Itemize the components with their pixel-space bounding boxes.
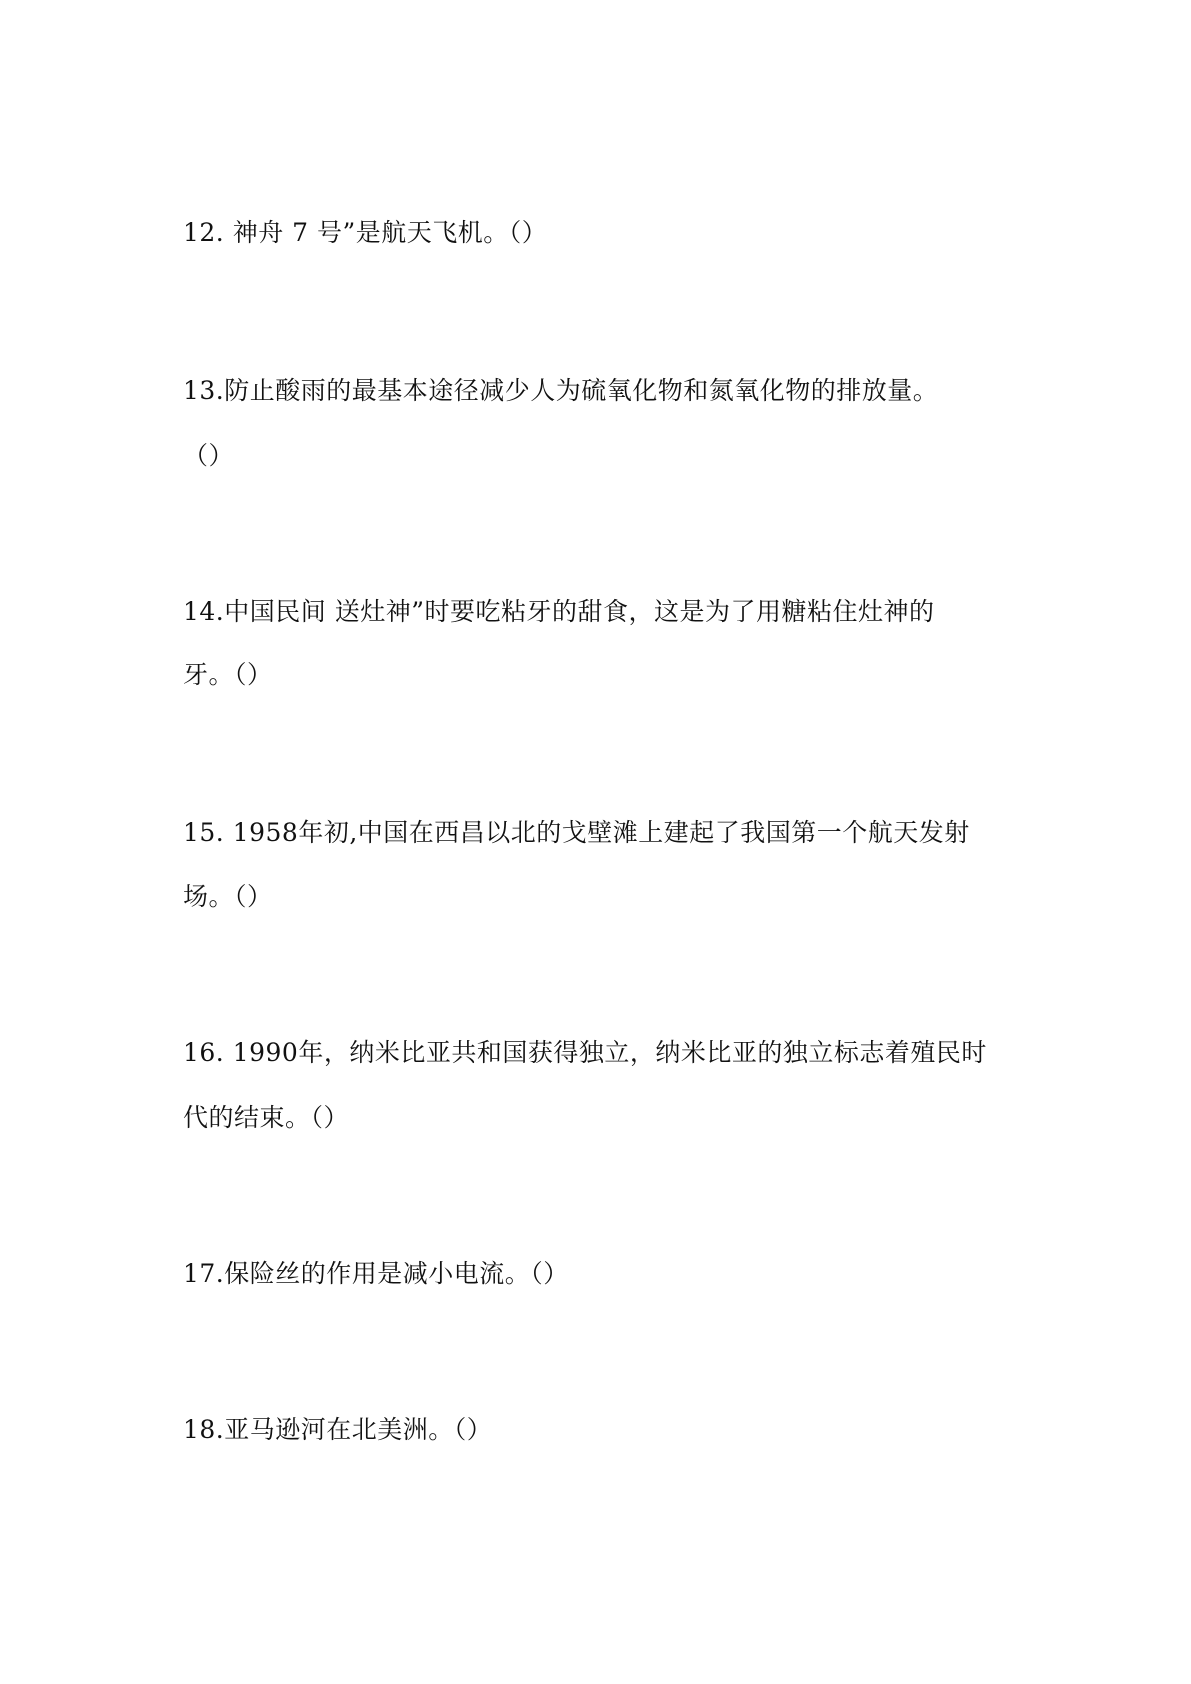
question-13-line-2: （） <box>183 441 235 470</box>
question-14-line-2: 牙。（） <box>183 660 273 689</box>
question-16-line-1: 16. 1990年，纳米比亚共和国获得独立，纳米比亚的独立标志着殖民时 <box>183 1038 987 1067</box>
question-15-line-1: 15. 1958年初,中国在西昌以北的戈壁滩上建起了我国第一个航天发射 <box>183 818 970 847</box>
question-16-line-2: 代的结束。（） <box>183 1103 350 1132</box>
question-18-line-1: 18.亚马逊河在北美洲。（） <box>183 1415 493 1444</box>
question-14-line-1: 14.中国民间 送灶神”时要吃粘牙的甜食，这是为了用糖粘住灶神的 <box>183 597 935 626</box>
question-13-line-1: 13.防止酸雨的最基本途径减少人为硫氧化物和氮氧化物的排放量。 <box>183 376 939 405</box>
question-15-line-2: 场。（） <box>183 882 273 911</box>
question-17-line-1: 17.保险丝的作用是减小电流。（） <box>183 1259 569 1288</box>
question-12-line-1: 12. 神舟 7 号”是航天飞机。（） <box>183 218 548 247</box>
